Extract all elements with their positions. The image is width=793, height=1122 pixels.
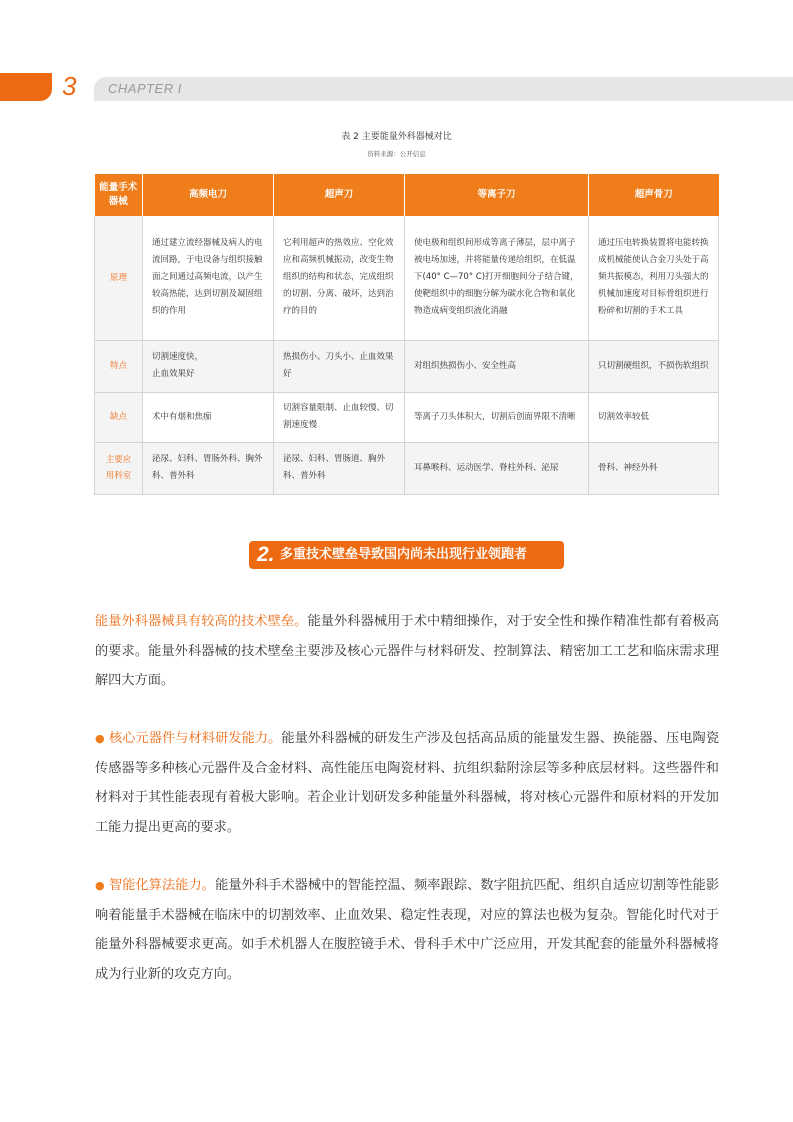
column-header: 超声刀 [274,174,405,216]
table-cell: 泌尿、妇科、胃肠道、胸外科、普外科 [274,442,405,494]
section-title: 多重技术壁垒导致国内尚未出现行业领跑者 [280,547,528,562]
table-cell: 使电极和组织间形成等离子薄层，层中离子被电场加速，并将能量传递给组织，在低温下(40° C—70° C)打开细胞间分子结合键，使靶组织中的细胞分解为碳水化合物和氧化物造成病变组织液化消融 [405,216,589,340]
table-cell: 耳鼻喉科、运动医学、脊柱外科、泌尿 [405,442,589,494]
bullet-paragraph [95,871,719,989]
bullet-paragraph [95,724,719,842]
table-cell: 骨科、神经外科 [589,442,719,494]
table-cell: 只切割硬组织，不损伤软组织 [589,340,719,392]
table-source: 资料来源：公开信息 [367,150,426,158]
section-banner [249,541,564,569]
table-row [95,340,719,392]
paragraph-highlight: 能量外科器械具有较高的技术壁垒。 [95,614,308,629]
table-cell: 对组织热损伤小、安全性高 [405,340,589,392]
column-header: 超声骨刀 [589,174,719,216]
table-cell: 切割效率较低 [589,392,719,442]
row-header: 缺点 [95,392,143,442]
chapter-label: CHAPTER I [108,81,182,96]
paragraph-text: 能量外科手术器械中的智能控温、频率跟踪、数字阻抗匹配、组织自适应切割等性能影响着能量手术器械在临床中的切割效率、止血效果、稳定性表现，对应的算法也极为复杂。智能化时代对于能量外科器械要求更高。如手术机器人在腹腔镜手术、骨科手术中广泛应用，开发其配套的能量外科器械将成为行业新的攻克方向。 [95,878,720,982]
table-title: 表 2 主要能量外科器械对比 [341,132,452,142]
table-cell: 泌尿、妇科、胃肠外科、胸外科、普外科 [143,442,274,494]
row-header: 特点 [95,340,143,392]
column-header: 等离子刀 [405,174,589,216]
section-number: 2. [257,543,275,566]
table-row [95,392,719,442]
chapter-number: 3 [62,71,77,101]
table-corner-header: 能量手术器械 [95,174,143,216]
table-cell: 等离子刀头体积大，切割后创面界限不清晰 [405,392,589,442]
table-row [95,216,719,340]
table-cell: 通过压电转换装置将电能转换成机械能使认合金刀头处于高频共振模态，利用刀头强大的机械加速度对目标骨组织进行粉碎和切割的手术工具 [589,216,719,340]
body-paragraph [95,607,719,696]
chapter-tab [0,73,52,101]
column-header: 高频电刀 [143,174,274,216]
row-header: 原理 [95,216,143,340]
comparison-table [94,174,719,495]
bullet-dot-icon: ● [95,732,105,745]
paragraph-text: 能量外科器械的研发生产涉及包括高品质的能量发生器、换能器、压电陶瓷传感器等多种核心元器件及合金材料、高性能压电陶瓷材料、抗组织黏附涂层等多种底层材料。这些器件和材料对于其性能表现有着极大影响。若企业计划研发多种能量外科器械，将对核心元器件和原材料的开发加工能力提出更高的要求。 [95,731,720,835]
table-cell: 术中有烟和焦痂 [143,392,274,442]
table-cell: 切割容量限制、止血较慢、切割速度慢 [274,392,405,442]
row-header: 主要应用科室 [95,442,143,494]
table-row [95,442,719,494]
paragraph-text: 能量外科器械用于术中精细操作，对于安全性和操作精准性都有着极高的要求。能量外科器械的技术壁垒主要涉及核心元器件与材料研发、控制算法、精密加工工艺和临床需求理解四大方面。 [95,614,720,688]
table-cell: 通过建立流经器械及病人的电流回路，于电设备与组织接触面之间通过高频电流，以产生较高热能，达到切割及凝固组织的作用 [143,216,274,340]
table-header-row [95,174,719,216]
chapter-bar [94,77,793,101]
bullet-dot-icon: ● [95,879,105,892]
paragraph-highlight: 智能化算法能力。 [108,878,216,893]
table-cell: 切割速度快， 止血效果好 [143,340,274,392]
paragraph-highlight: 核心元器件与材料研发能力。 [108,731,282,746]
table-cell: 热损伤小、刀头小、止血效果好 [274,340,405,392]
table-cell: 它利用超声的热效应、空化效应和高频机械振动，改变生物组织的结构和状态，完成组织的切割、分离、破坏，达到治疗的目的 [274,216,405,340]
